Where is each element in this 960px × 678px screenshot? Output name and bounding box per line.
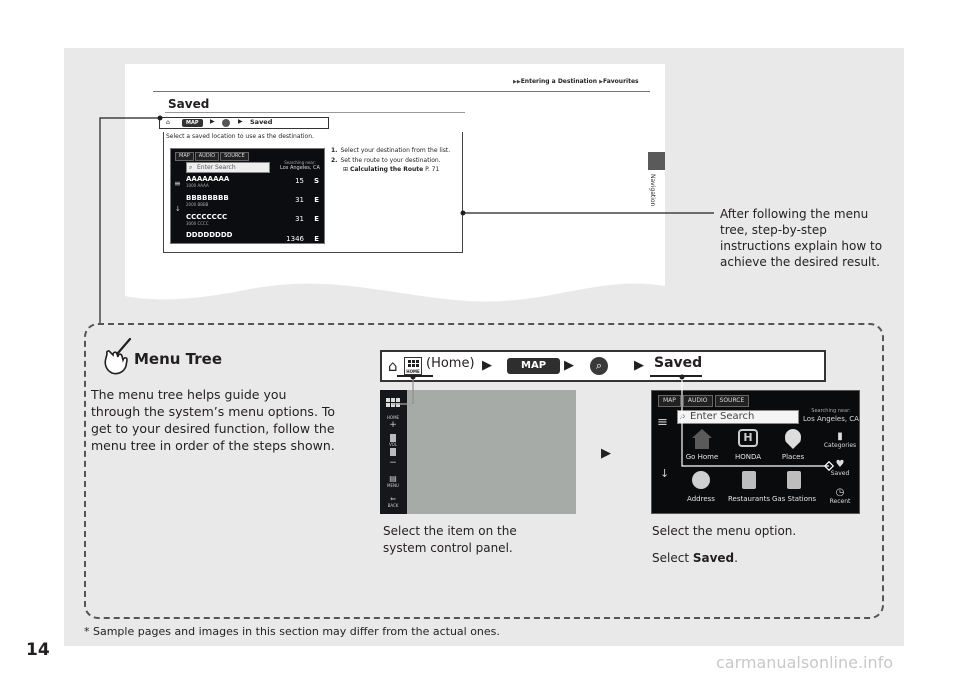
select-saved-instruction: Select Saved. xyxy=(652,551,738,565)
side-item-categories[interactable]: ▮ Categories xyxy=(820,431,860,449)
screen-search-input: ⌕ Enter Search xyxy=(186,162,270,173)
reference-icon: ⊞ xyxy=(343,166,349,173)
map-button: MAP xyxy=(507,358,560,374)
nav-search-input[interactable]: ⌕ Enter Search xyxy=(677,410,799,424)
tile-restaurants[interactable]: Restaurants xyxy=(724,471,774,505)
menu-tree-description: The menu tree helps guide you through the system’s menu options. To get to your desired function, follow the menu tree in order of the steps shown. xyxy=(91,387,336,453)
saved-label: Saved xyxy=(654,355,703,371)
home-icon: ⌂ xyxy=(388,357,398,375)
nav-searching-near: Searching near: xyxy=(811,408,851,414)
mini-saved-label: Saved xyxy=(250,118,273,126)
search-icon: ⌕ xyxy=(680,411,686,422)
step-item: 1. Select your destination from the list. xyxy=(331,147,451,154)
footnote: * Sample pages and images in this section may differ from the actual ones. xyxy=(84,625,500,638)
reference-link: ⊞ Calculating the Route P. 71 xyxy=(343,166,440,173)
home-label: (Home) xyxy=(426,356,475,371)
arrow-icon: ▶ xyxy=(210,118,215,125)
panel-back-button: ⇐ BACK xyxy=(387,495,399,508)
tile-go-home[interactable]: Go Home xyxy=(682,429,722,463)
heart-icon: ♥ xyxy=(835,459,845,470)
menu-icon: ≡ xyxy=(174,179,181,188)
honda-logo-icon: H xyxy=(738,429,758,447)
nav-tab-audio[interactable]: AUDIO xyxy=(683,395,713,407)
arrow-icon: ▶ xyxy=(238,118,243,125)
step-item: 2. Set the route to your destination. xyxy=(331,157,441,164)
section-title: Saved xyxy=(168,97,210,111)
search-icon: ⌕ xyxy=(189,164,193,171)
screen-row: DDDDDDDD 1346 E xyxy=(186,231,319,243)
breadcrumb-item: Favourites xyxy=(602,78,639,85)
arrow-icon: ▶ xyxy=(601,446,611,461)
screen-searching-near: Searching near: xyxy=(284,160,316,165)
breadcrumb-item: Entering a Destination xyxy=(520,78,598,85)
tile-honda[interactable]: H HONDA xyxy=(734,431,762,461)
screen-tab: AUDIO xyxy=(195,152,219,161)
scroll-down-icon: ↓ xyxy=(175,205,181,213)
intro-text: Select a saved location to use as the destination. xyxy=(166,133,314,140)
tile-address[interactable]: Address xyxy=(680,471,722,505)
screen-location: Los Angeles, CA xyxy=(280,165,320,171)
volume-minus-icon: − xyxy=(389,458,397,468)
page-number: 14 xyxy=(26,640,50,660)
mini-home-icon: ⌂ xyxy=(166,119,170,126)
breadcrumb: ▶▶Entering a Destination ▶Favourites xyxy=(513,78,639,85)
side-tab-label: Navigation xyxy=(649,174,656,207)
mini-map-button: MAP xyxy=(182,119,203,127)
panel-volume: VOL xyxy=(384,434,402,456)
callout-text: After following the menu tree, step-by-step instructions explain how to achieve the desired result. xyxy=(720,207,883,269)
screen-row: BBBBBBBB 2000 BBBB 31 E xyxy=(186,194,319,207)
tile-gas-stations[interactable]: Gas Stations xyxy=(770,471,818,505)
arrow-icon: ▶ xyxy=(482,358,492,373)
nav-tab-map[interactable]: MAP xyxy=(658,395,681,407)
menu-icon[interactable]: ≡ xyxy=(657,415,668,430)
home-grid-icon: HOME xyxy=(404,357,422,375)
categories-icon: ▮ xyxy=(837,431,843,442)
screen-row: CCCCCCCC 3000 CCCC 31 E xyxy=(186,213,319,226)
search-icon: ⌕ xyxy=(590,357,608,375)
volume-plus-icon: + xyxy=(389,420,397,430)
clock-icon: ◷ xyxy=(835,487,845,498)
arrow-icon: ▶ xyxy=(564,358,574,373)
arrow-icon: ▶ xyxy=(634,358,644,373)
scroll-down-icon[interactable]: ↓ xyxy=(660,467,670,480)
panel-menu-button: ▤ MENU xyxy=(387,474,399,488)
side-item-saved[interactable]: ♥ Saved xyxy=(820,459,860,477)
screen-tab: MAP xyxy=(175,152,194,161)
screen-tab: SOURCE xyxy=(220,152,249,161)
nav-tab-source[interactable]: SOURCE xyxy=(715,395,750,407)
side-item-recent[interactable]: ◷ Recent xyxy=(820,487,860,505)
panel-caption: Select the item on the system control panel. xyxy=(383,524,517,555)
nav-location: Los Angeles, CA xyxy=(803,415,859,423)
tile-places[interactable]: Places xyxy=(773,429,813,463)
screen-row: AAAAAAAA 1000 AAAA 15 S xyxy=(186,175,319,188)
menu-tree-title: Menu Tree xyxy=(134,350,223,368)
panel-home-button: HOME xyxy=(384,396,402,414)
nav-caption: Select the menu option. xyxy=(652,524,797,538)
watermark: carmanualsonline.info xyxy=(716,653,894,672)
